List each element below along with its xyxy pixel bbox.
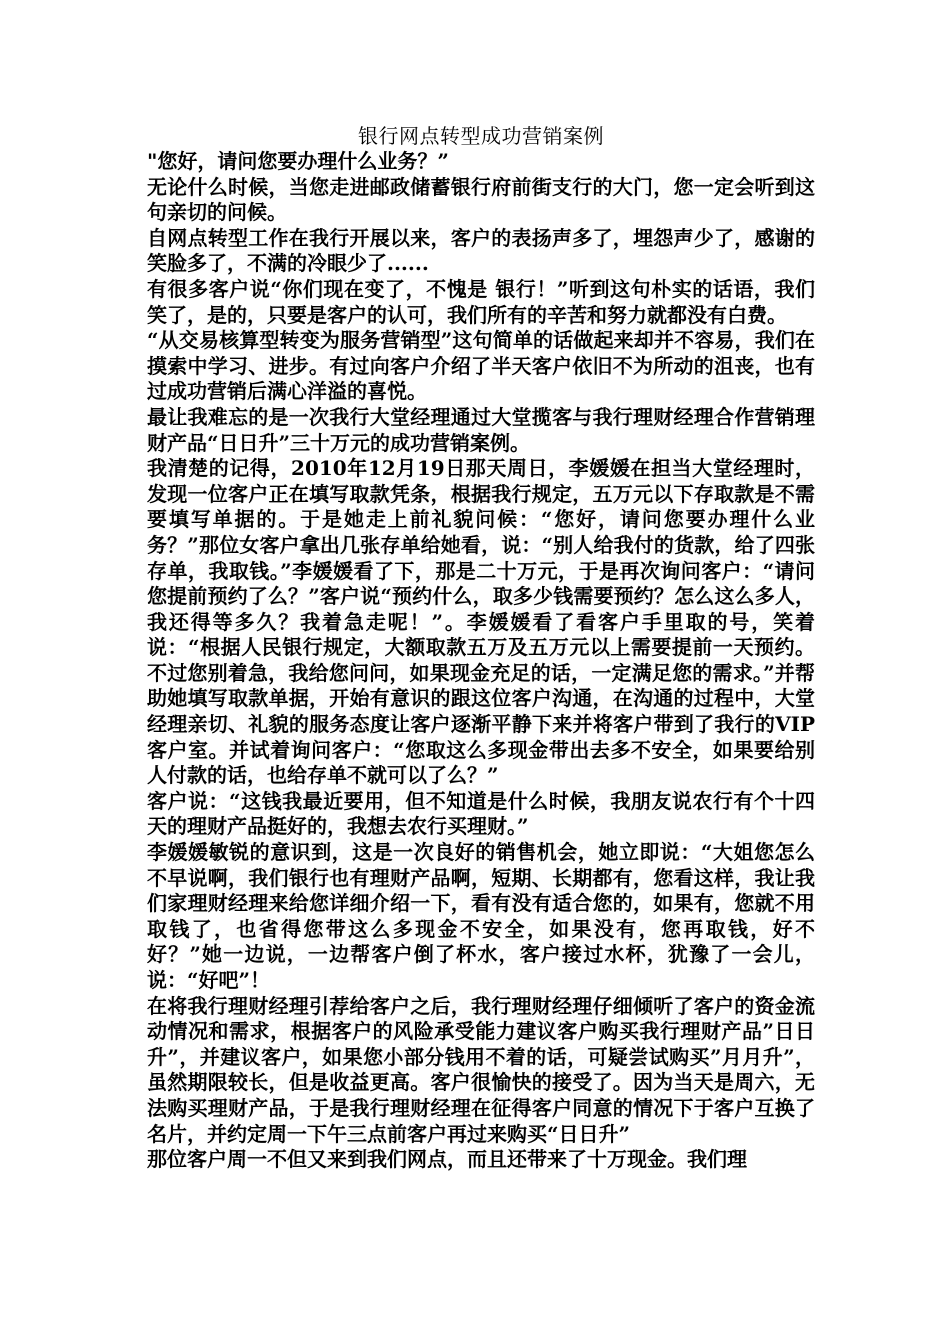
paragraph-financial-manager: 在将我行理财经理引荐给客户之后，我行理财经理仔细倾听了客户的资金流动情况和需求，根据客户的风险承受能力建议客户购买我行理财产品”日日升”，并建议客户，如果您小部分钱用不着的话，可疑尝试购买”月月升”，虽然期限较长，但是收益更高。客户很愉快的接受了。因为当天是周六，无法购买理财产品，于是我行理财经理在征得客户同意的情况下于客户互换了名片，并约定周一下午三点前客户再过来购买“日日升”	[147, 993, 815, 1146]
paragraph-sales-opportunity: 李媛媛敏锐的意识到，这是一次良好的销售机会，她立即说：“大姐您怎么不早说啊，我们银行也有理财产品啊，短期、长期都有，您看这样，我让我们家理财经理来给您详细介绍一下，看有没有适合您的，如果有，您就不用取钱了，也省得您带这么多现金不安全，如果没有，您再取钱，好不好？”她一边说，一边帮客户倒了杯水，客户接过水杯，犹豫了一会儿，说：“好吧”！	[147, 840, 815, 992]
paragraph-customer-reply: 客户说：“这钱我最近要用，但不知道是什么时候，我朋友说农行有个十四天的理财产品挺好的，我想去农行买理财。”	[147, 788, 815, 839]
document-body	[147, 123, 815, 1173]
paragraph-follow-up: 那位客户周一不但又来到我们网点，而且还带来了十万现金。我们理	[147, 1147, 747, 1172]
document-title: 银行网点转型成功营销案例	[358, 124, 604, 148]
paragraph-service-marketing: “从交易核算型转变为服务营销型”这句简单的话做起来却并不容易，我们在摸索中学习、进步。有过向客户介绍了半天客户依旧不为所动的沮丧，也有过成功营销后满心洋溢的喜悦。	[147, 328, 815, 404]
paragraph-greeting-quote: "您好，请问您要办理什么业务？”	[147, 149, 449, 173]
paragraph-memorable-case: 最让我难忘的是一次我行大堂经理通过大堂揽客与我行理财经理合作营销理财产品“日日升”三十万元的成功营销案例。	[147, 404, 815, 455]
paragraph-case-narrative: 我清楚的记得，2010年12月19日那天周日，李媛媛在担当大堂经理时，发现一位客户正在填写取款凭条，根据我行规定，五万元以下存取款是不需要填写单据的。于是她走上前礼貌问候：“您好，请问您要办理什么业务？”那位女客户拿出几张存单给她看，说：“别人给我付的货款，给了四张存单，我取钱。”李媛媛看了下，那是二十万元，于是再次询问客户：“请问您提前预约了么？”客户说“预约什么，取多少钱需要预约？怎么这么多人，我还得等多久？我着急走呢！”。李媛媛看了看客户手里取的号，笑着说：“根据人民银行规定，大额取款五万及五万元以上需要提前一天预约。不过您别着急，我给您问问，如果现金充足的话，一定满足您的需求。”并帮助她填写取款单据，开始有意识的跟这位客户沟通，在沟通的过程中，大堂经理亲切、礼貌的服务态度让客户逐渐平静下来并将客户带到了我行的VIP客户室。并试着询问客户：“您取这么多现金带出去多不安全，如果要给别人付款的话，也给存单不就可以了么？”	[147, 456, 815, 788]
paragraph-customer-praise: 有很多客户说“你们现在变了，不愧是 银行！”听到这句朴实的话语，我们笑了，是的，只要是客户的认可，我们所有的辛苦和努力就都没有白费。	[147, 276, 815, 327]
paragraph-transformation: 自网点转型工作在我行开展以来，客户的表扬声多了，埋怨声少了，感谢的笑脸多了，不满的冷眼少了......	[147, 225, 815, 276]
paragraph-intro: 无论什么时候，当您走进邮政储蓄银行府前街支行的大门，您一定会听到这句亲切的问候。	[147, 174, 815, 225]
